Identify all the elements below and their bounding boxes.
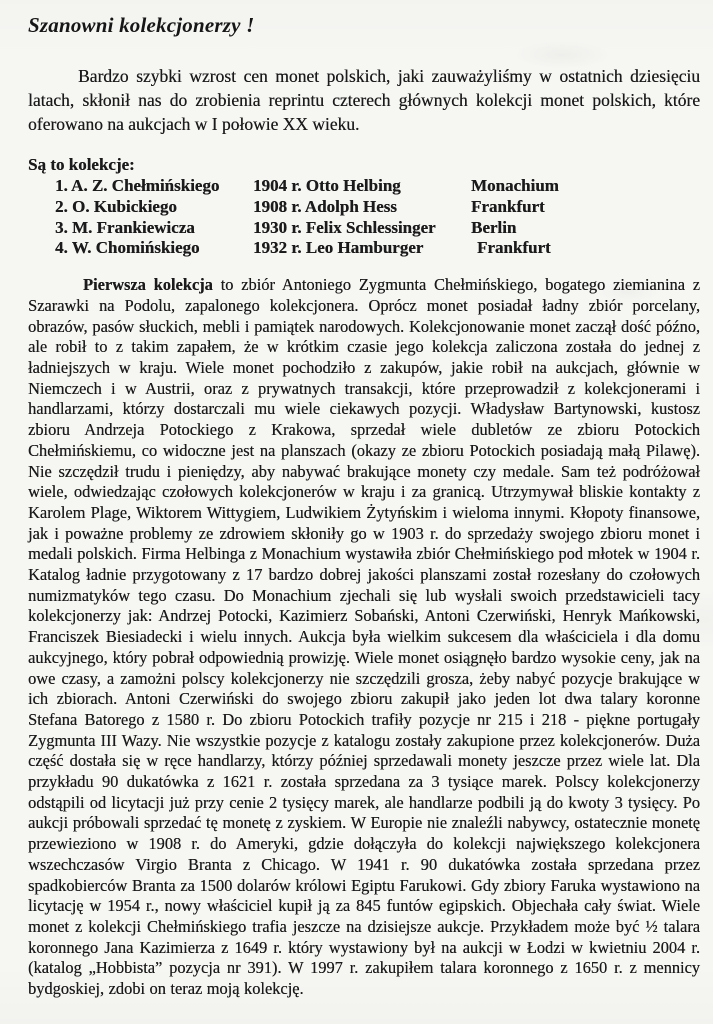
- collection-row: [55, 197, 700, 218]
- collection-row: [55, 238, 700, 259]
- document-heading: Szanowni kolekcjonerzy !: [28, 13, 255, 37]
- collection-auction: 1908 r. Adolph Hess: [253, 196, 397, 216]
- collections-list: [55, 176, 700, 259]
- intro-paragraph: Bardzo szybki wzrost cen monet polskich, jaki zauważyliśmy w ostatnich dziesięciu latach, skłonił nas do zrobienia reprintu czterech głównych kolekcji monet polskich, które oferowano na aukcjach w I połowie XX wieku.: [28, 66, 700, 134]
- collection-name: 3. M. Frankiewicza: [55, 217, 195, 237]
- collection-auction: 1930 r. Felix Schlessinger: [253, 217, 436, 237]
- collection-city: Frankfurt: [471, 196, 545, 216]
- collection-name: 4. W. Chomińskiego: [55, 238, 200, 258]
- collection-name: 2. O. Kubickiego: [55, 196, 177, 216]
- collection-city: Monachium: [471, 176, 559, 195]
- main-paragraph: [28, 275, 700, 1000]
- collection-row: [55, 176, 700, 197]
- main-paragraph-lead: Pierwsza kolekcja: [83, 275, 213, 295]
- collection-city: Berlin: [471, 217, 517, 237]
- collection-auction: 1904 r. Otto Helbing: [253, 176, 401, 195]
- collection-city: Frankfurt: [477, 238, 551, 258]
- collections-section: [28, 155, 700, 259]
- collections-label: Są to kolekcje:: [28, 155, 135, 174]
- collection-row: [55, 218, 700, 239]
- collection-name: 1. A. Z. Chełmińskiego: [55, 176, 220, 195]
- collection-auction: 1932 r. Leo Hamburger: [253, 238, 424, 258]
- main-paragraph-text: to zbiór Antoniego Zygmunta Chełmińskiego, bogatego ziemianina z Szarawki na Podolu, zapalonego kolekcjonera. Oprócz monet posiadał ładny zbiór porcelany, obrazów, pasów słuckich, mebli i pamiątek narodowych. Kolekcjonowanie monet zaczął dość późno, ale robił to z takim zapałem, że w krótkim czasie jego kolekcja zaliczona została do jednej z ładniejszych w kraju. Wiele monet pochodziło z zakupów, jakie robił na aukcjach, głównie w Niemczech i w Austrii, oraz z prywatnych transakcji, które przeprowadził z kolekcjonerami i handlarzami, którzy dostarczali mu wiele ciekawych pozycji. Władysław Bartynowski, kustosz zbioru Andrzeja Potockiego z Krakowa, sprzedał wiele dubletów ze zbioru Potockich Chełmińskiemu, co widoczne jest na planszach (okazy ze zbioru Potockich posiadają małą Pilawę). Nie szczędził trudu i pieniędzy, aby nabywać brakujące monety czy medale. Sam też podróżował wiele, odwiedzając czołowych kolekcjonerów w kraju i za granicą. Utrzymywał bliskie kontakty z Karolem Plage, Wiktorem Wittygiem, Ludwikiem Żytyńskim i wieloma innymi. Kłopoty finansowe, jak i poważne problemy ze zdrowiem skłoniły go w 1903 r. do sprzedaży swojego zbioru monet i medali polskich. Firma Helbinga z Monachium wystawiła zbiór Chełmińskiego pod młotek w 1904 r. Katalog ładnie przygotowany z 17 bardzo dobrej jakości planszami został rozesłany do czołowych numizmatyków tego czasu. Do Monachium zjechali się lub wysłali swoich przedstawicieli tacy kolekcjonerzy jak: Andrzej Potocki, Kazimierz Sobański, Antoni Czerwiński, Henryk Mańkowski, Franciszek Biesiadecki i wielu innych. Aukcja była wielkim sukcesem dla właściciela i dla domu aukcyjnego, który pobrał odpowiednią prowizję. Wiele monet osiągnęło bardzo wysokie ceny, jak na owe czasy, a zamożni polscy kolekcjonerzy nie szczędzili grosza, żeby nabyć pozycje brakujące w ich zbiorach. Antoni Czerwiński do swojego zbioru zakupił jako jeden lot dwa talary koronne Stefana Batorego z 1580 r. Do zbioru Potockich trafiły pozycje nr 215 i 218 - piękne portugały Zygmunta III Wazy. Nie wszystkie pozycje z katalogu zostały zakupione przez kolekcjonerów. Duża część dostała się w ręce handlarzy, którzy później sprzedawali monety jeszcze przez wiele lat. Dla przykładu 90 dukatówka z 1621 r. została sprzedana za 3 tysiące marek. Polscy kolekcjonerzy odstąpili od licytacji już przy cenie 2 tysięcy marek, ale handlarze podbili ją do kwoty 3 tysięcy. Po aukcji próbowali sprzedać tę monetę z zyskiem. W Europie nie znaleźli nabywcy, ostatecznie monetę przewieziono w 1908 r. do Ameryki, gdzie dołączyła do kolekcji największego kolekcjonera wszechczasów Virgio Branta z Chicago. W 1941 r. 90 dukatówka została sprzedana przez spadkobierców Branta za 1500 dolarów królowi Egiptu Farukowi. Gdy zbiory Faruka wystawiono na licytację w 1954 r., nowy właściciel kupił ją za 845 funtów egipskich. Objechała cały świat. Wiele monet z kolekcji Chełmińskiego trafia jeszcze na dzisiejsze aukcje. Przykładem może być ½ talara koronnego Jana Kazimierza z 1649 r. który wystawiony był na aukcji w Łodzi w kwietniu 2004 r.(katalog „Hobbista” pozycja nr 391). W 1997 r. zakupiłem talara koronnego z 1650 r. z mennicy bydgoskiej, zdobi on teraz moją kolekcję.: [28, 275, 700, 999]
